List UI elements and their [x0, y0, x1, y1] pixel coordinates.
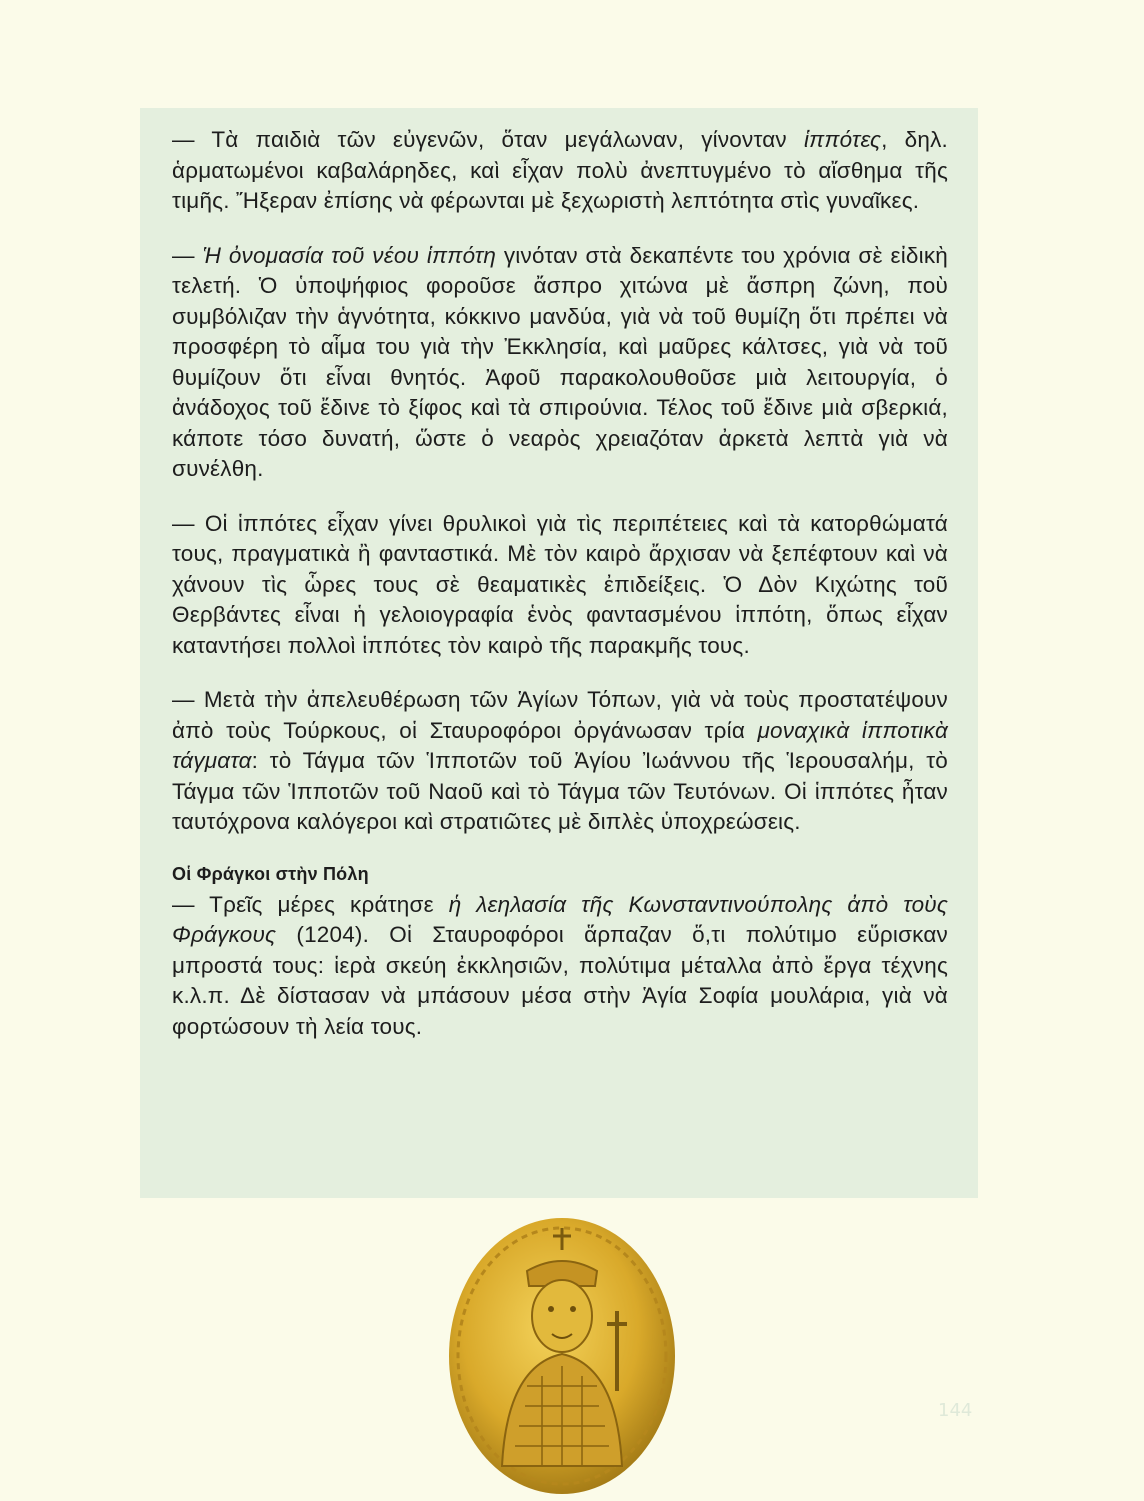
section-title: Οἱ Φράγκοι στὴν Πόλη	[172, 863, 369, 884]
paragraph-sack-of-constantinople: — Τρεῖς μέρες κράτησε ἡ λεηλασία τῆς Κωνσταντινούπολης ἀπὸ τοὺς Φράγκους (1204). Οἱ Σταυροφόροι ἅρπαζαν ὅ,τι πολύτιμο εὕρισκαν μπροστά τους: ἱερὰ σκεύη ἐκκλησιῶν, πολύτιμα μέταλλα ἀπὸ ἔργα τέχνης κ.λ.π. Δὲ δίστασαν νὰ μπάσουν μέσα στὴν Ἁγία Σοφία μουλάρια, γιὰ νὰ φορτώσουν τὴ λεία τους.	[172, 891, 948, 1039]
paragraph-knighting-ceremony: — Ἡ ὀνομασία τοῦ νέου ἱππότη γινόταν στὰ δεκαπέντε του χρόνια σὲ εἰδικὴ τελετή. Ὁ ὑποψήφιος φοροῦσε ἄσπρο χιτώνα μὲ ἄσπρη ζώνη, ποὺ συμβόλιζαν τὴν ἁγνότητα, κόκκινο μανδύα, γιὰ νὰ τοῦ θυμίζη ὅτι πρέπει νὰ προσφέρη τὸ αἷμα του γιὰ τὴν Ἐκκλησία, καὶ μαῦρες κάλτσες, γιὰ νὰ τοῦ θυμίζουν ὅτι εἶναι θνητός. Ἀφοῦ παρακολουθοῦσε μιὰ λειτουργία, ὁ ἀνάδοχος τοῦ ἔδινε τὸ ξίφος καὶ τὰ σπιρούνια. Τέλος τοῦ ἔδινε μιὰ σβερκιά, κάποτε τόσο δυνατή, ὥστε ὁ νεαρὸς χρειαζόταν ἀρκετὰ λεπτὰ γιὰ νὰ συνέλθη.	[172, 242, 948, 481]
byzantine-gold-coin-image	[447, 1216, 677, 1496]
page-number: 144	[938, 1400, 973, 1421]
paragraph-knights: — Τὰ παιδιὰ τῶν εὐγενῶν, ὅταν μεγάλωναν, γίνονταν ἱππότες, δηλ. ἁρματωμένοι καβαλάρηδες, καὶ εἶχαν πολὺ ἀνεπτυγμένο τὸ αἴσθημα τῆς τιμῆς. Ἤξεραν ἐπίσης νὰ φέρωνται μὲ ξεχωριστὴ λεπτότητα στὶς γυναῖκες.	[172, 127, 948, 213]
paragraph-legendary-knights: — Οἱ ἱππότες εἶχαν γίνει θρυλικοὶ γιὰ τὶς περιπέτειες καὶ τὰ κατορθώματά τους, πραγματικὰ ἢ φανταστικά. Μὲ τὸν καιρὸ ἄρχισαν νὰ ξεπέφτουν καὶ νὰ χάνουν τὶς ὧρες τους σὲ θεαματικὲς ἐπιδείξεις. Ὁ Δὸν Κιχώτης τοῦ Θερβάντες εἶναι ἡ γελοιογραφία ἑνὸς φαντασμένου ἱππότη, ὅπως εἶχαν καταντήσει πολλοὶ ἱππότες τὸν καιρὸ τῆς παρακμῆς τους.	[172, 510, 948, 658]
paragraph-military-orders: — Μετὰ τὴν ἀπελευθέρωση τῶν Ἁγίων Τόπων, γιὰ νὰ τοὺς προστατέψουν ἀπὸ τοὺς Τούρκους, οἱ Σταυροφόροι ὀργάνωσαν τρία μοναχικὰ ἱπποτικὰ τάγματα: τὸ Τάγμα τῶν Ἱπποτῶν τοῦ Ἁγίου Ἰωάννου τῆς Ἱερουσαλήμ, τὸ Τάγμα τῶν Ἱπποτῶν τοῦ Ναοῦ καὶ τὸ Τάγμα τῶν Τευτόνων. Οἱ ἱππότες ἦταν ταυτόχρονα καλόγεροι καὶ στρατιῶτες μὲ διπλὲς ὑποχρεώσεις.	[172, 687, 948, 834]
coin-icon	[447, 1216, 677, 1496]
article-body	[172, 125, 948, 1066]
